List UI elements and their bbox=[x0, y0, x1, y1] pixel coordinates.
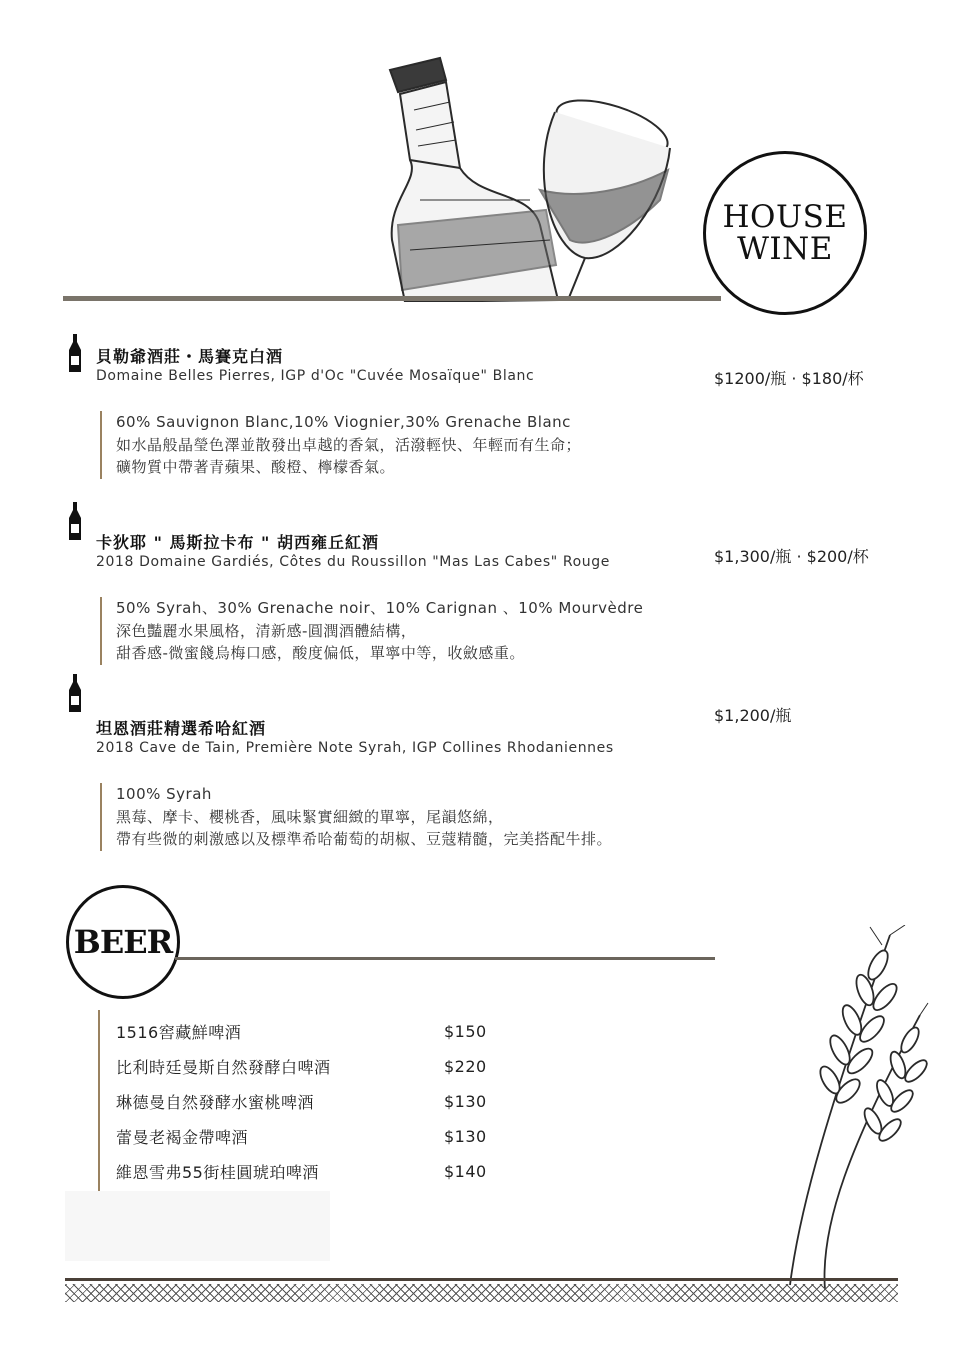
wine-note-line: 如水晶般晶瑩色澤並散發出卓越的香氣，活潑輕快、年輕而有生命； bbox=[116, 435, 582, 454]
wine-price: $1,300/瓶 · $200/杯 bbox=[714, 547, 869, 566]
bottom-divider bbox=[65, 1278, 898, 1281]
wine-note-line: 50% Syrah、30% Grenache noir、10% Carignan 、10% Mourvèdre bbox=[116, 599, 644, 617]
wine-price: $1,200/瓶 bbox=[714, 706, 792, 725]
wine-bottle-glass-illustration bbox=[380, 50, 690, 302]
beer-price: $150 bbox=[444, 1022, 487, 1041]
wine-note-line: 礦物質中帶著青蘋果、酸橙、檸檬香氣。 bbox=[116, 458, 396, 476]
wine-notes bbox=[100, 597, 643, 665]
beer-name: 蕾曼老褐金帶啤酒 bbox=[116, 1128, 249, 1147]
wine-bottle-icon bbox=[68, 334, 82, 372]
wine-title: 坦恩酒莊精選希哈紅酒 bbox=[96, 719, 267, 738]
beer-name: 維恩雪弗55街桂圓琥珀啤酒 bbox=[116, 1163, 319, 1182]
top-divider bbox=[63, 296, 721, 301]
beer-list bbox=[98, 1010, 536, 1195]
list-item bbox=[116, 1049, 536, 1084]
beer-price: $220 bbox=[444, 1057, 487, 1076]
wheat-illustration bbox=[770, 925, 930, 1297]
wine-subtitle: Domaine Belles Pierres, IGP d'Oc "Cuvée Mosaïque" Blanc bbox=[96, 368, 535, 384]
beer-price: $130 bbox=[444, 1127, 487, 1146]
wine-notes bbox=[100, 411, 581, 479]
wine-note-line: 60% Sauvignon Blanc,10% Viognier,30% Grenache Blanc bbox=[116, 413, 571, 431]
wine-notes bbox=[100, 783, 612, 851]
crosshatch-border bbox=[65, 1284, 898, 1302]
wine-title: 貝勒爺酒莊・馬賽克白酒 bbox=[96, 347, 284, 366]
wine-title: 卡狄耶 " 馬斯拉卡布 " 胡西雍丘紅酒 bbox=[96, 533, 379, 552]
beer-badge-label: BEER bbox=[73, 923, 173, 961]
beer-divider bbox=[175, 957, 715, 960]
wine-bottle-icon bbox=[68, 502, 82, 540]
list-item bbox=[116, 1084, 536, 1119]
beer-price: $130 bbox=[444, 1092, 487, 1111]
wine-subtitle: 2018 Domaine Gardiés, Côtes du Roussillon "Mas Las Cabes" Rouge bbox=[96, 554, 610, 570]
wine-note-line: 帶有些微的刺激感以及標準希哈葡萄的胡椒、豆蔻精髓，完美搭配牛排。 bbox=[116, 830, 613, 848]
list-item bbox=[116, 1119, 536, 1154]
wine-note-line: 黑莓、摩卡、櫻桃香，風味緊實細緻的單寧，尾韻悠綿， bbox=[116, 807, 504, 826]
wine-note-line: 100% Syrah bbox=[116, 785, 212, 803]
beer-price: $140 bbox=[444, 1162, 487, 1181]
beer-name: 比利時廷曼斯自然發酵白啤酒 bbox=[116, 1058, 331, 1077]
list-item bbox=[116, 1014, 536, 1049]
beer-name: 琳德曼自然發酵水蜜桃啤酒 bbox=[116, 1093, 315, 1112]
blank-panel bbox=[65, 1191, 330, 1261]
house-wine-badge-line2: WINE bbox=[737, 231, 833, 267]
wine-note-line: 甜香感-微蜜餞烏梅口感，酸度偏低，單寧中等，收斂感重。 bbox=[116, 644, 525, 662]
wine-note-line: 深色豔麗水果風格，清新感-圓潤酒體結構， bbox=[116, 621, 417, 640]
beer-badge bbox=[66, 885, 180, 999]
wine-price: $1200/瓶 · $180/杯 bbox=[714, 369, 864, 388]
beer-name: 1516窖藏鮮啤酒 bbox=[116, 1023, 242, 1042]
house-wine-badge-line1: HOUSE bbox=[722, 199, 848, 235]
list-item bbox=[116, 1154, 536, 1189]
wine-subtitle: 2018 Cave de Tain, Première Note Syrah, IGP Collines Rhodaniennes bbox=[96, 740, 614, 756]
house-wine-badge bbox=[703, 151, 867, 315]
wine-bottle-icon bbox=[68, 674, 82, 712]
